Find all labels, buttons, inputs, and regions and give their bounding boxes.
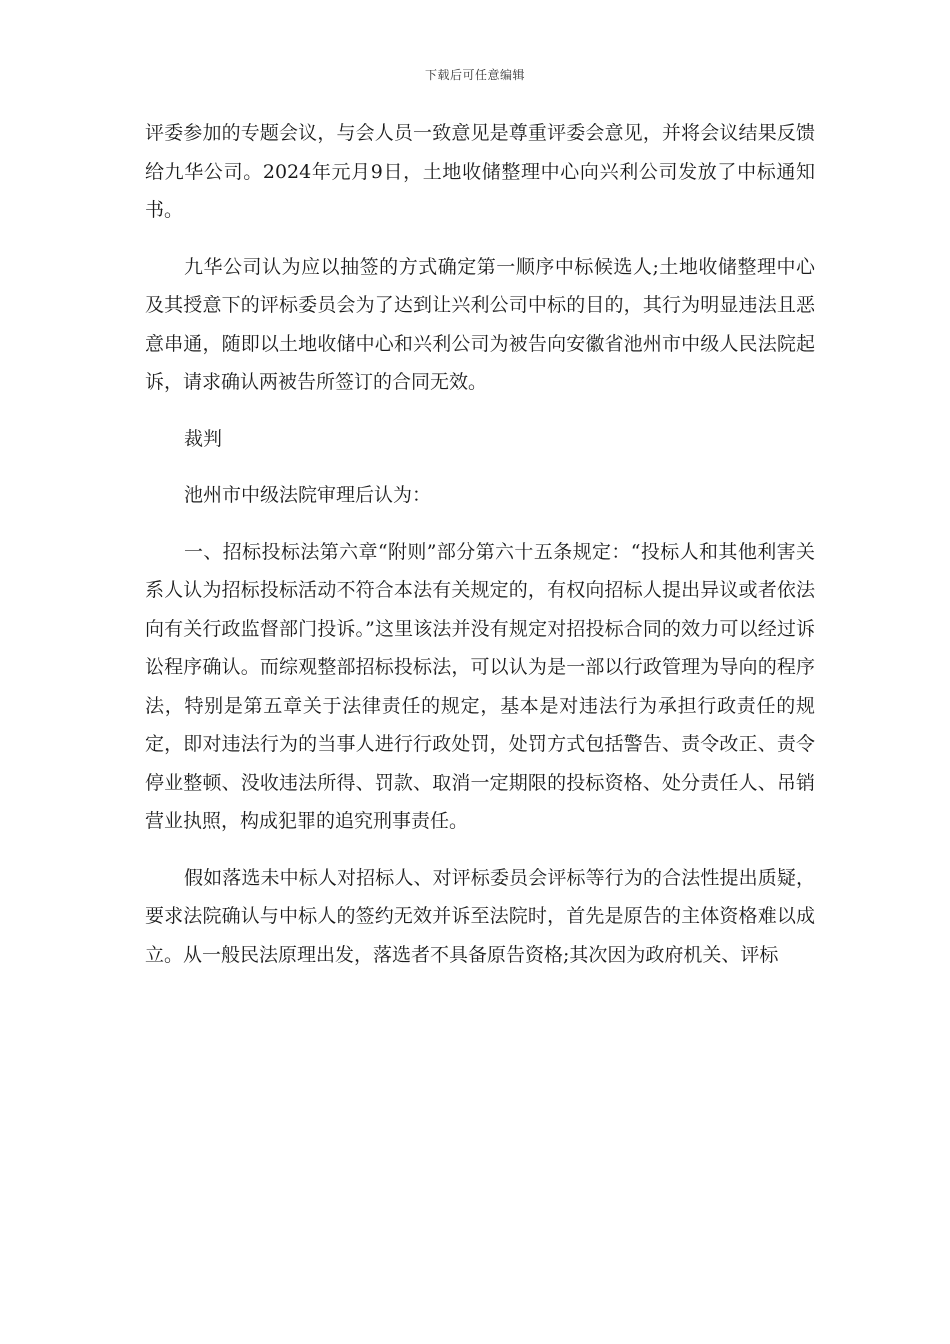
paragraph-court-opinion-intro: 池州市中级法院审理后认为： — [184, 484, 432, 506]
paragraph-2: 九华公司认为应以抽签的方式确定第一顺序中标候选人;土地收储整理中心及其授意下的评标委员会为了达到让兴利公司中标的目的，其行为明显违法且恶意串通，随即以土地收储中心和兴利公司为被告向安徽省池州市中级人民法院起诉，请求确认两被告所签订的合同无效。 — [145, 255, 815, 393]
document-body — [145, 114, 815, 992]
paragraph-1: 评委参加的专题会议，与会人员一致意见是尊重评委会意见，并将会议结果反馈给九华公司。2024年元月9日，土地收储整理中心向兴利公司发放了中标通知书。 — [145, 122, 815, 221]
paragraph-point-one: 一、招标投标法第六章“附则”部分第六十五条规定：“投标人和其他利害关系人认为招标投标活动不符合本法有关规定的，有权向招标人提出异议或者依法向有关行政监督部门投诉。”这里该法并没有规定对招投标合同的效力可以经过诉讼程序确认。而综观整部招标投标法，可以认为是一部以行政管理为导向的程序法，特别是第五章关于法律责任的规定，基本是对违法行为承担行政责任的规定，即对违法行为的当事人进行行政处罚，处罚方式包括警告、责令改正、责令停业整顿、没收违法所得、罚款、取消一定期限的投标资格、处分责任人、吊销营业执照，构成犯罪的追究刑事责任。 — [145, 540, 815, 832]
section-heading-judgment: 裁判 — [184, 427, 223, 450]
page-header: 下载后可任意编辑 — [424, 68, 525, 82]
paragraph-6: 假如落选未中标人对招标人、对评标委员会评标等行为的合法性提出质疑，要求法院确认与中标人的签约无效并诉至法院时，首先是原告的主体资格难以成立。从一般民法原理出发，落选者不具备原告资格;其次因为政府机关、评标 — [145, 866, 815, 966]
